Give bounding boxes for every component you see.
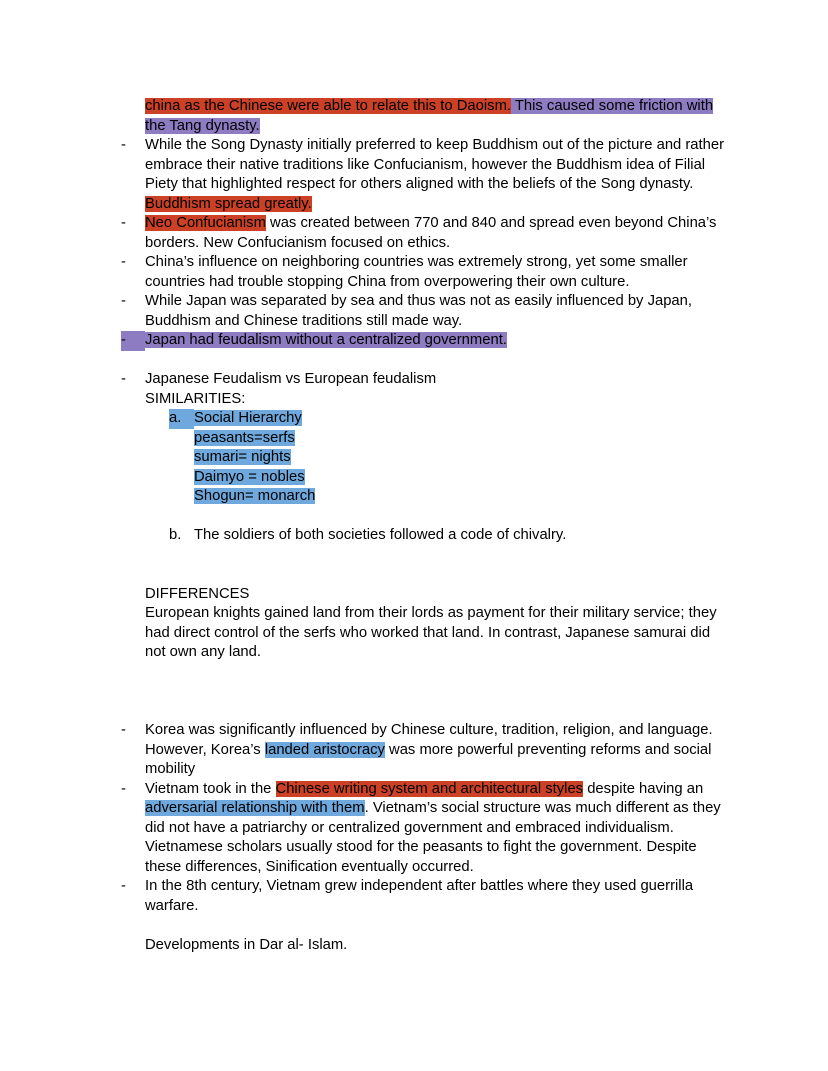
text-segment: Korea was significantly influenced by Chinese culture, tradition, religion, and language. However, Korea’s — [145, 722, 713, 758]
text-segment: DIFFERENCES — [145, 585, 250, 602]
blank-line — [97, 916, 731, 936]
text-segment: Japanese Feudalism vs European feudalism — [145, 371, 437, 387]
text-segment: While Japan was separated by sea and thus was not as easily influenced by Japan, Buddhism and Chinese traditions still made way. — [145, 293, 692, 329]
highlighted-text-red: china as the Chinese were able to relate this to Daoism. — [145, 98, 512, 114]
text-segment: China’s influence on neighboring countries was extremely strong, yet some smaller countries had trouble stopping China from overpowering their own culture. — [145, 254, 688, 290]
blank-line — [97, 682, 731, 702]
highlighted-text-blue: peasants=serfs — [194, 429, 295, 446]
text-segment: was more powerful preventing reforms and social mobility — [145, 741, 712, 777]
highlighted-text-blue: sumari= nights — [194, 449, 291, 465]
text-segment: While the Song Dynasty initially preferred to keep Buddhism out of the picture and rather embrace their native traditions like Confucianism, however the Buddhism idea of Filial Piety that highlighted respect for others aligned with the beliefs of the Song dynasty. — [145, 137, 725, 192]
text-segment: The soldiers of both societies followed a code of chivalry. — [194, 527, 567, 543]
alpha-item-social-hierarchy — [97, 409, 731, 429]
highlighted-text-red: Buddhism spread greatly. — [145, 195, 312, 212]
bullet-song-dynasty — [97, 136, 731, 214]
highlighted-text-blue: Social Hierarchy — [194, 410, 302, 426]
list-marker: - — [121, 293, 126, 309]
highlighted-text-blue: adversarial relationship with them — [145, 800, 365, 816]
bullet-feudalism-comparison — [97, 370, 731, 390]
list-marker: - — [121, 371, 126, 387]
line-sumari-nights — [97, 448, 731, 468]
differences-heading — [97, 585, 731, 605]
blank-line — [97, 546, 731, 566]
text-segment: In the 8th century, Vietnam grew independent after battles where they used guerrilla warfare. — [145, 878, 694, 914]
list-marker: - — [121, 215, 126, 231]
blank-line — [97, 507, 731, 527]
bullet-china-influence — [97, 253, 731, 292]
text-segment: Vietnam took in the — [145, 780, 276, 797]
blank-line — [97, 565, 731, 585]
highlighted-text-blue: Shogun= monarch — [194, 488, 316, 504]
list-marker: a. — [169, 409, 194, 429]
blank-line — [97, 351, 731, 371]
blank-line — [97, 663, 731, 683]
highlighted-text-purple: This caused some friction with the Tang dynasty. — [145, 98, 714, 134]
alpha-item-chivalry — [97, 526, 731, 546]
line-shogun-monarch — [97, 487, 731, 507]
highlighted-text-blue: Daimyo = nobles — [194, 468, 305, 485]
blank-line — [97, 702, 731, 722]
list-marker: - — [121, 331, 145, 351]
text-segment: European knights gained land from their lords as payment for their military service; they had direct control of the serfs who worked that land. In contrast, Japanese samurai did not own any land. — [145, 605, 717, 660]
highlighted-text-red: Neo Confucianism — [145, 215, 266, 231]
highlighted-text-purple: Japan had feudalism without a centralized government. — [145, 332, 507, 348]
list-marker: - — [121, 254, 126, 270]
text-segment: was created between 770 and 840 and spread even beyond China’s borders. New Confucianism focused on ethics. — [145, 215, 717, 251]
bullet-japan-feudalism — [97, 331, 731, 351]
list-marker: b. — [169, 527, 182, 543]
bullet-neo-confucianism — [97, 214, 731, 253]
list-marker: - — [121, 722, 126, 738]
line-daimyo-nobles — [97, 468, 731, 488]
differences-paragraph — [97, 604, 731, 663]
text-segment: SIMILARITIES: — [145, 390, 246, 407]
list-marker: - — [121, 780, 126, 797]
highlighted-text-red: Chinese writing system and architectural styles — [275, 780, 584, 797]
bullet-vietnam-independence — [97, 877, 731, 916]
bullet-vietnam — [97, 780, 731, 878]
list-marker: - — [121, 878, 126, 894]
list-marker: - — [121, 137, 126, 153]
text-segment: Developments in Dar al- Islam. — [145, 936, 348, 953]
bullet-korea — [97, 721, 731, 780]
paragraph-tang-dynasty — [97, 97, 731, 136]
bullet-japan-sea — [97, 292, 731, 331]
text-segment: despite having an — [583, 780, 704, 797]
similarities-heading — [97, 390, 731, 410]
highlighted-text-blue: landed aristocracy — [264, 741, 385, 758]
dar-al-islam-heading — [97, 936, 731, 956]
line-peasants-serfs — [97, 429, 731, 449]
text-segment: . Vietnam’s social structure was much different as they did not have a patriarchy or centralized government and embraced individualism. Vietnamese scholars usually stood for the peasants to fight the government. Despite these differences, Sinification eventually occurred. — [145, 800, 721, 875]
